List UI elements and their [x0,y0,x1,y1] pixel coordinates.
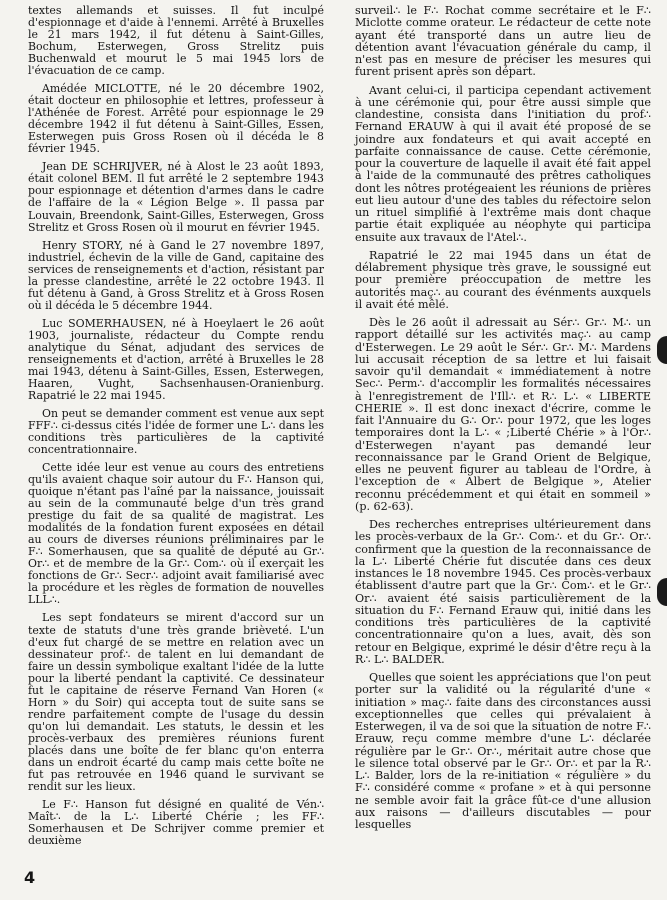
paragraph: Quelles que soient les appréciations que l'on peut porter sur la validité ou la régularité d'une « initiation » maç∴ faite dans des circonstances aussi exceptionnelles que celles qui prévalaient à Esterwegen, il va de soi que la situation de notre F∴ Erauw, reçu comme membre d'une L∴ déclarée régulière par le Gr∴ Or∴, méritait autre chose que le silence total observé par le Gr∴ Or∴ et par la R∴ L∴ Balder, lors de la re-initiation « régulière » du F∴ considéré comme « profane » et à qui personne ne semble avoir fait la grâce fût-ce d'une allusion aux raisons — d'ailleurs discutables — pour lesquelles [355,671,651,831]
paragraph: Avant celui-ci, il participa cependant activement à une cérémonie qui, pour être aussi simple que clandestine, consista dans l'initiation du prof∴ Fernand ERAUW à qui il avait été proposé de se joindre aux fondateurs et qui avait accepté en parfaite connaissance de cause. Cette cérémonie, pour la couverture de laquelle il avait été fait appel à l'aide de la communauté des prêtres catholiques dont les nôtres protégeaient les réunions de prières eut lieu autour d'une des tables du réfectoire selon un rituel simplifié à l'extrême mais dont chaque partie était expliquée au néophyte qui participa ensuite aux travaux de l'Atel∴. [355,83,651,244]
page-number: 4 [24,868,36,887]
paragraph: Henry STORY, né à Gand le 27 novembre 1897, industriel, échevin de la ville de Gand, capitaine des services de renseignements et d'action, résistant par la presse clandestine, arrêté le 22 octobre 1943. Il fut détenu à Gand, à Gross Strelitz et à Gross Rosen où il décéda le 5 décembre 1944. [28,238,324,312]
paragraph: On peut se demander comment est venue aux sept FFF∴ ci-dessus cités l'idée de former une L∴ dans les conditions très particulières de la captivité concentrationnaire. [28,406,324,457]
paragraph: surveil∴ le F∴ Rochat comme secrétaire et le F∴ Miclotte comme orateur. Le rédacteur de cette note ayant été transporté dans un autre lieu de détention avant l'évacuation générale du camp, il n'est pas en mesure de préciser les mesures qui furent prisent après son départ. [355,4,651,79]
paragraph: Rapatrié le 22 mai 1945 dans un état de délabrement physique très grave, le soussigné eut pour première préoccupation de mettre les autorités maç∴ au courant des événments auxquels il avait été mêlé. [355,248,651,311]
paragraph: Amédée MICLOTTE, né le 20 décembre 1902, était docteur en philosophie et lettres, professeur à l'Athénée de Forest. Arrêté pour espionnage le 29 décembre 1942 il fut détenu à Saint-Gilles, Essen, Esterwegen puis Gross Rosen où il décéda le 8 février 1945. [28,82,324,156]
paragraph: Les sept fondateurs se mirent d'accord sur un texte de statuts d'une très grande brièveté. L'un d'eux fut chargé de se mettre en relation avec un dessinateur prof∴ de talent en lui demandant de faire un dessin symbolique exaltant l'idée de la lutte pour la liberté pendant la captivité. Ce dessinateur fut le capitaine de réserve Fernand Van Horen (« Horn » du Soir) qui accepta tout de suite sans se rendre parfaitement compte de l'usage du dessin qu'on lui demandait. Les statuts, le dessin et les procès-verbaux des premières réunions furent placés dans une boîte de fer blanc qu'on enterra dans un endroit écarté du camp mais cette boîte ne fut pas retrouvée en 1946 quand le survivant se rendit sur les lieux. [28,611,324,793]
paragraph: Cette idée leur est venue au cours des entretiens qu'ils avaient chaque soir autour du F∴ Hanson qui, quoique n'étant pas l'aîné par la naissance, jouissait au sein de la communauté belge d'un très grand prestige du fait de sa qualité de magistrat. Les modalités de la fondation furent exposées en détail au cours de diverses réunions préliminaires par le F∴ Somerhausen, que sa qualité de député au Gr∴ Or∴ et de membre de la Gr∴ Com∴ où il exerçait les fonctions de Gr∴ Secr∴ adjoint avait familiarisé avec la procédure et les règles de formation de nouvelles LLL∴. [28,461,324,607]
right-column [355,5,651,837]
left-column [28,5,324,853]
margin-tab-marker [657,578,667,606]
paragraph: textes allemands et suisses. Il fut inculpé d'espionnage et d'aide à l'ennemi. Arrêté à Bruxelles le 21 mars 1942, il fut détenu à Saint-Gilles, Bochum, Esterwegen, Gross Strelitz puis Buchenwald et mourut le 5 mai 1945 lors de l'évacuation de ce camp. [28,4,324,78]
paragraph: Des recherches entreprises ultérieurement dans les procès-verbaux de la Gr∴ Com∴ et du Gr∴ Or∴ confirment que la question de la reconnaissance de la L∴ Liberté Chérie fut discutée dans ces deux instances le 18 novembre 1945. Ces procès-verbaux établissent d'autre part que la Gr∴ Com∴ et le Gr∴ Or∴ avaient été saisis particulièrement de la situation du F∴ Fernand Erauw qui, initié dans les conditions très particulières de la captivité concentrationnaire qu'on a lues, avait, dès son retour en Belgique, exprimé le désir d'être reçu à la R∴ L∴ BALDER. [355,518,651,666]
paragraph: Le F∴ Hanson fut désigné en qualité de Vén∴ Maît∴ de la L∴ Liberté Chérie ; les FF∴ Somerhausen et De Schrijver comme premier et deuxième [28,797,324,848]
paragraph: Dès le 26 août il adressait au Sér∴ Gr∴ M∴ un rapport détaillé sur les activités maç∴ au camp d'Esterwegen. Le 29 août le Sér∴ Gr∴ M∴ Mardens lui accusait réception de sa lettre et lui faisait savoir qu'il demandait « immédiatement à notre Sec∴ Perm∴ d'accomplir les formalités nécessaires à l'enregistrement de l'Ill∴ et R∴ L∴ « LIBERTE CHERIE ». Il est donc inexact d'écrire, comme le fait l'Annuaire du G∴ Or∴ pour 1972, que les loges temporaires dont la L∴ « ;Liberté Chérie » à l'Or∴ d'Esterwegen n'ayant pas demandé leur reconnaissance par le Grand Orient de Belgique, elles ne peuvent figurer au tableau de l'Ordre, à l'exception de « Albert de Belgique », Atelier reconnu précédemment et qui était en sommeil » (p. 62-63). [355,316,651,513]
margin-tab-marker [657,336,667,364]
paragraph: Jean DE SCHRIJVER, né à Alost le 23 août 1893, était colonel BEM. Il fut arrêté le 2 septembre 1943 pour espionnage et détention d'armes dans le cadre de l'affaire de la « Légion Belge ». Il passa par Louvain, Breendonk, Saint-Gilles, Esterwegen, Gross Strelitz et Gross Rosen où il mourut en février 1945. [28,160,324,234]
paragraph: Luc SOMERHAUSEN, né à Hoeylaert le 26 août 1903, journaliste, rédacteur du Compte rendu analytique du Sénat, adjudant des services de renseignements et d'action, arrêté à Bruxelles le 28 mai 1943, détenu à Saint-Gilles, Essen, Esterwegen, Haaren, Vught, Sachsenhausen-Oranienburg. Rapatrié le 22 mai 1945. [28,316,324,402]
